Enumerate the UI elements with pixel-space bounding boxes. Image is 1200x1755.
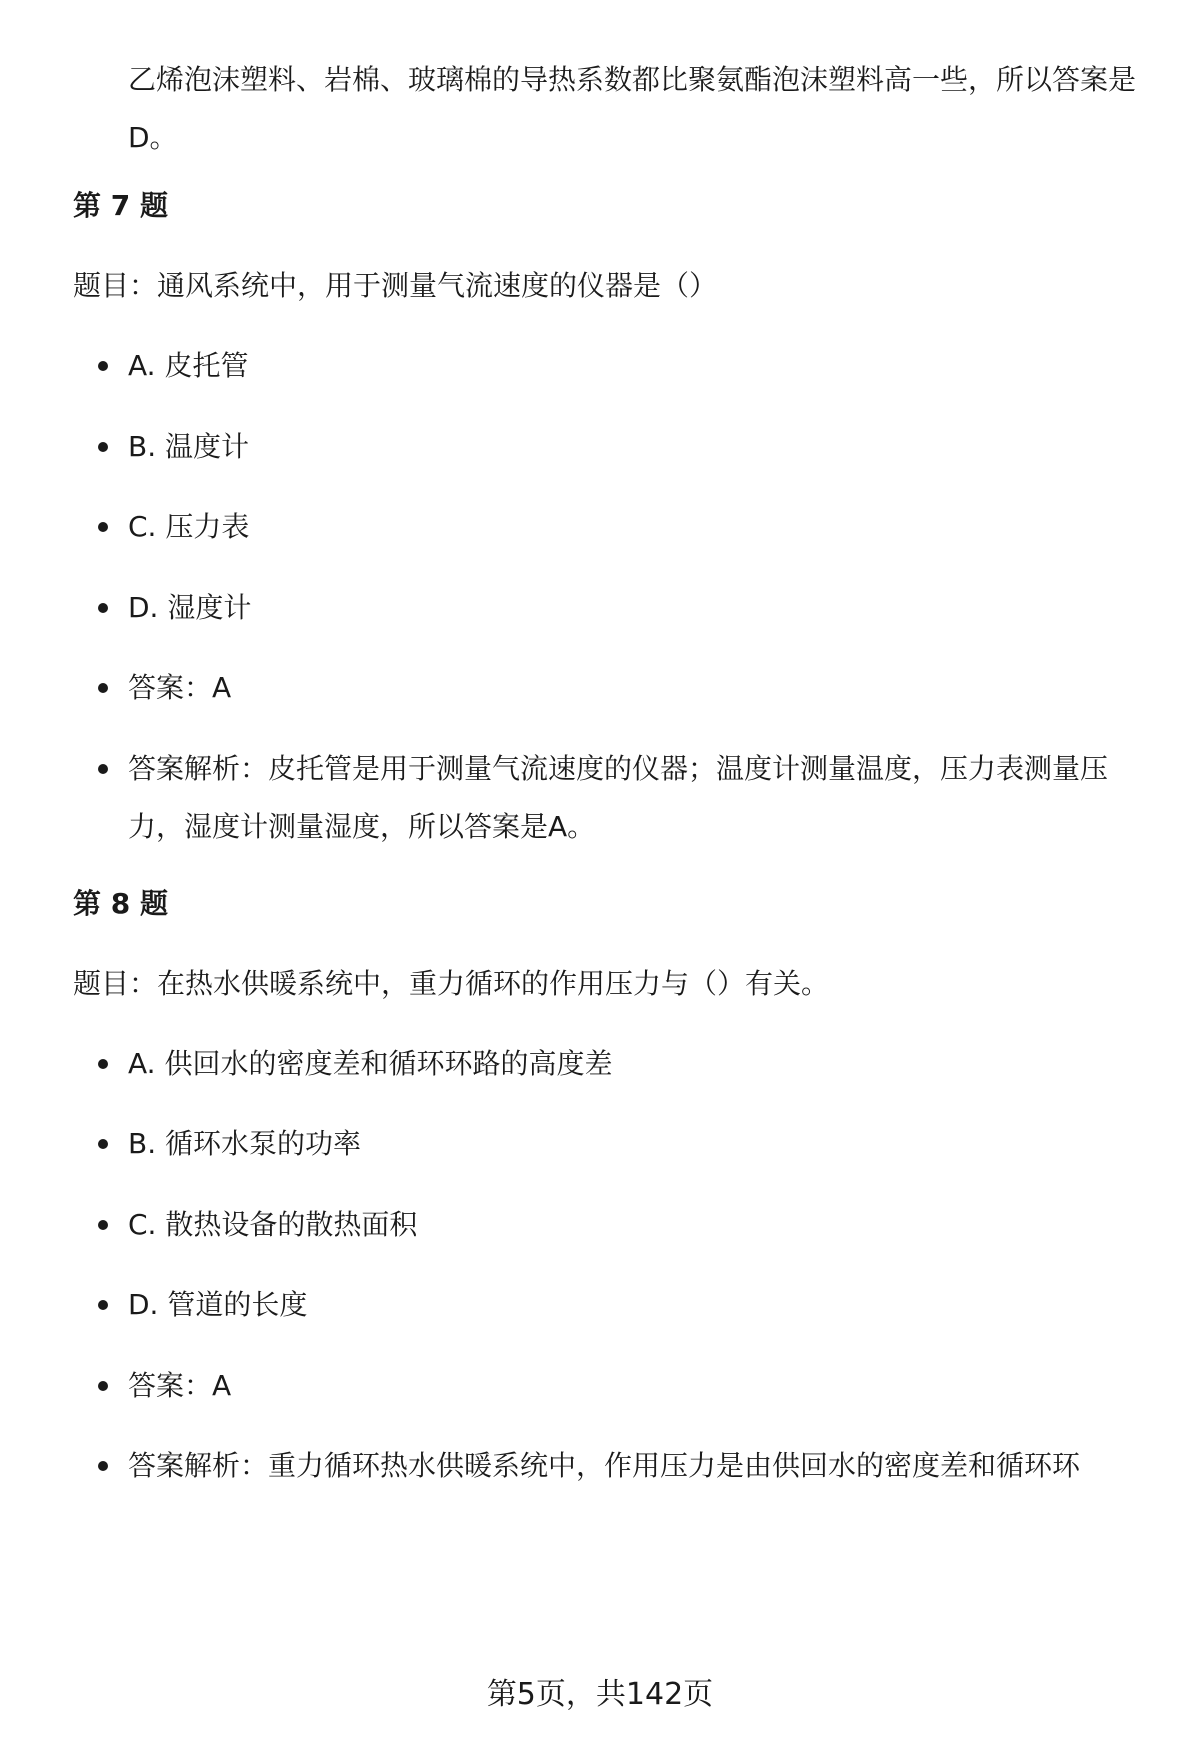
question-8-option-d: D. 管道的长度 [128, 1276, 1148, 1334]
question-8-explanation: 答案解析：重力循环热水供暖系统中，作用压力是由供回水的密度差和循环环 [128, 1437, 1148, 1495]
question-8-option-b: B. 循环水泵的功率 [128, 1115, 1148, 1173]
question-8-text: 题目：在热水供暖系统中，重力循环的作用压力与（）有关。 [73, 967, 830, 1000]
question-8-option-c: C. 散热设备的散热面积 [128, 1196, 1148, 1254]
question-7-option-c: C. 压力表 [128, 498, 1148, 556]
question-7-text: 题目：通风系统中，用于测量气流速度的仪器是（） [73, 269, 718, 302]
question-7-heading: 第 7 题 [73, 189, 168, 222]
question-7-answer: 答案：A [128, 659, 1148, 717]
question-7-option-b: B. 温度计 [128, 418, 1148, 476]
question-7-explanation: 答案解析：皮托管是用于测量气流速度的仪器；温度计测量温度，压力表测量压力，湿度计测量湿度，所以答案是A。 [128, 740, 1148, 856]
question-7-option-a: A. 皮托管 [128, 337, 1148, 395]
question-8-heading: 第 8 题 [73, 887, 168, 920]
previous-explanation-continuation: 乙烯泡沫塑料、岩棉、玻璃棉的导热系数都比聚氨酯泡沫塑料高一些，所以答案是D。 [128, 63, 1137, 154]
question-8-option-a: A. 供回水的密度差和循环环路的高度差 [128, 1035, 1148, 1093]
page-number-footer: 第5页，共142页 [486, 1677, 714, 1712]
question-7-option-d: D. 湿度计 [128, 579, 1148, 637]
question-8-answer: 答案：A [128, 1357, 1148, 1415]
